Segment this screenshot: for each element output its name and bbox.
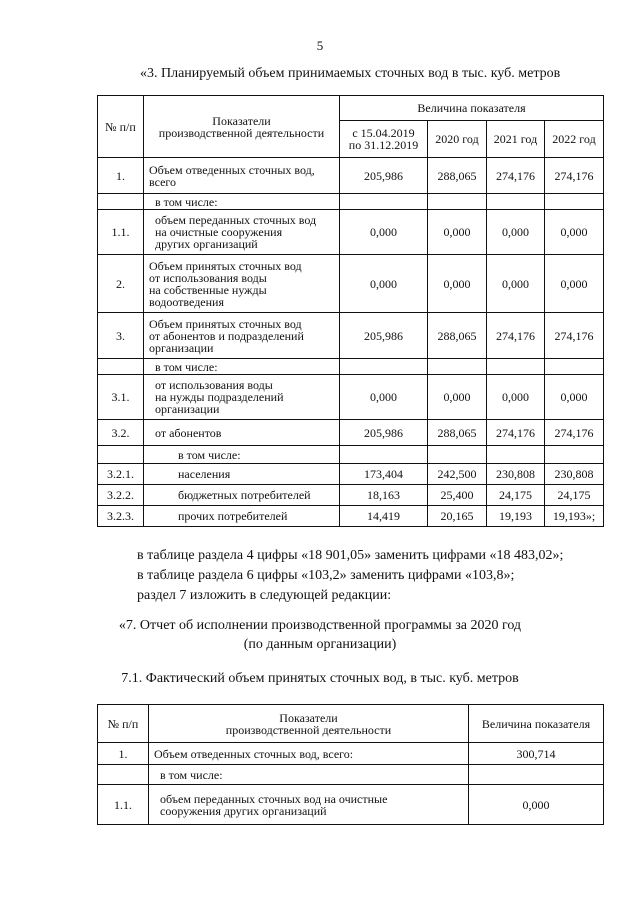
table-row: в том числе: xyxy=(98,194,604,210)
section3-title: «3. Планируемый объем принимаемых сточных вод в тыс. куб. метров xyxy=(140,66,561,81)
table-row: 3.2.3. прочих потребителей 14,419 20,165 19,193 19,193»; xyxy=(98,506,604,527)
header-indicator: Показатели производственной деятельности xyxy=(149,705,469,743)
table-row: в том числе: xyxy=(98,446,604,464)
table-row: 3.2.2. бюджетных потребителей 18,163 25,400 24,175 24,175 xyxy=(98,485,604,506)
section71-title: 7.1. Фактический объем принятых сточных вод, в тыс. куб. метров xyxy=(121,671,519,686)
header-2021: 2021 год xyxy=(487,121,545,158)
table-row: 3.2.1. населения 173,404 242,500 230,808 230,808 xyxy=(98,464,604,485)
table-row: в том числе: xyxy=(98,359,604,375)
header-2020: 2020 год xyxy=(428,121,487,158)
header-num: № п/п xyxy=(98,96,144,158)
header-num: № п/п xyxy=(98,705,149,743)
table-row: 2. Объем принятых сточных вод от использования воды на собственные нужды водоотведения 0,000 0,000 0,000 0,000 xyxy=(98,255,604,313)
header-period: с 15.04.2019 по 31.12.2019 xyxy=(340,121,428,158)
header-indicator: Показатели производственной деятельности xyxy=(144,96,340,158)
amendment-line-2: в таблице раздела 6 цифры «103,2» заменить цифрами «103,8»; xyxy=(137,568,515,583)
planned-wastewater-table xyxy=(97,95,604,527)
table-row: 1.1. объем переданных сточных вод на очистные сооружения других организаций 0,000 xyxy=(98,785,604,825)
header-value: Величина показателя xyxy=(469,705,604,743)
table-row: 3.2. от абонентов 205,986 288,065 274,176 274,176 xyxy=(98,420,604,446)
table-row: 3. Объем принятых сточных вод от абонентов и подразделений организации 205,986 288,065 274,176 274,176 xyxy=(98,313,604,359)
amendment-line-1: в таблице раздела 4 цифры «18 901,05» заменить цифрами «18 483,02»; xyxy=(137,548,564,563)
table-row: 1. Объем отведенных сточных вод, всего 205,986 288,065 274,176 274,176 xyxy=(98,158,604,194)
amendment-line-3: раздел 7 изложить в следующей редакции: xyxy=(137,588,392,603)
table-row: в том числе: xyxy=(98,765,604,785)
actual-wastewater-table xyxy=(97,704,604,825)
table-row: 3.1. от использования воды на нужды подразделений организации 0,000 0,000 0,000 0,000 xyxy=(98,375,604,420)
page-number: 5 xyxy=(316,38,324,53)
header-value-group: Величина показателя xyxy=(340,96,604,121)
header-2022: 2022 год xyxy=(545,121,604,158)
section7-title: «7. Отчет об исполнении производственной программы за 2020 год xyxy=(118,618,522,633)
table-row: 1.1. объем переданных сточных вод на очистные сооружения других организаций 0,000 0,000 0,000 0,000 xyxy=(98,210,604,255)
table-row: 1. Объем отведенных сточных вод, всего: 300,714 xyxy=(98,743,604,765)
section7-subtitle-note: (по данным организации) xyxy=(243,637,397,652)
